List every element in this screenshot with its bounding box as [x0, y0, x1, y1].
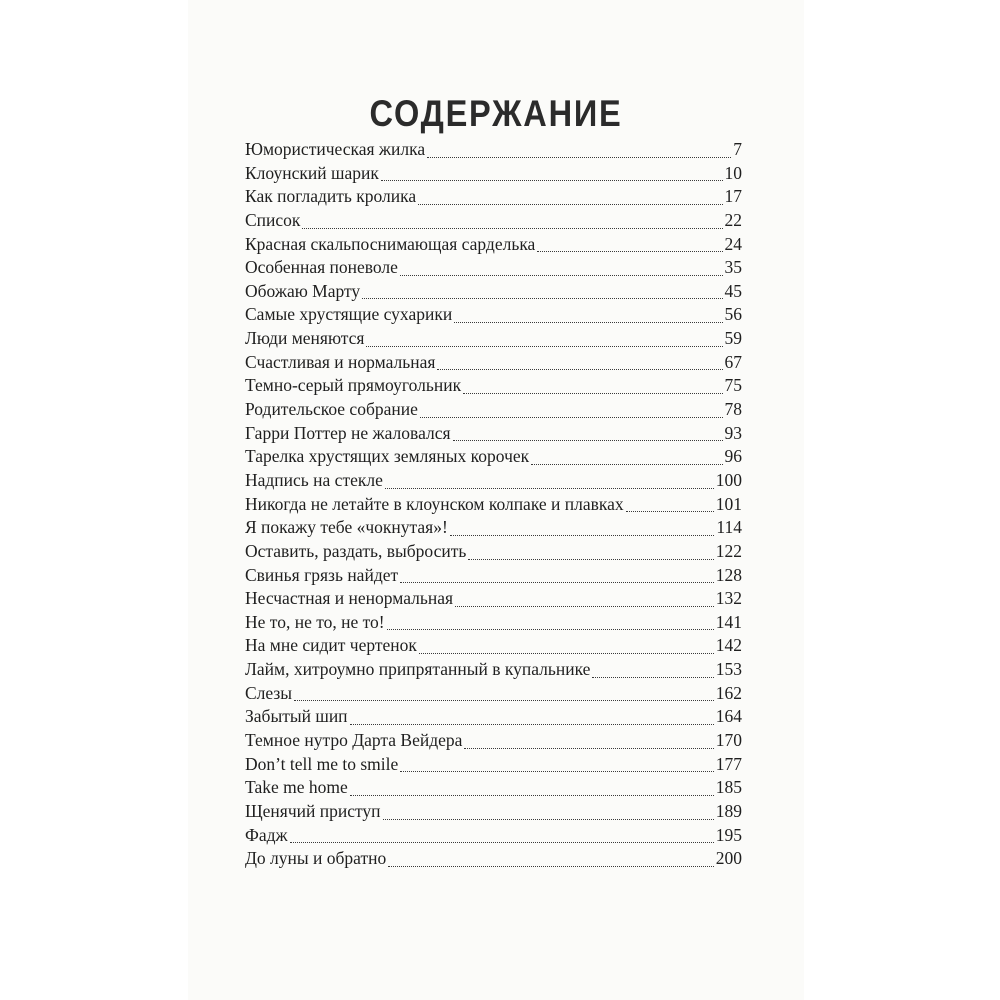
toc-entry-title: Счастливая и нормальная [245, 351, 436, 372]
toc-entry-title: Щенячий приступ [245, 800, 381, 821]
toc-entry-title: Take me home [245, 777, 348, 798]
toc-entry-title: Юмористическая жилка [245, 139, 426, 159]
toc-entry-title: Никогда не летайте в клоунском колпаке и плавках [245, 493, 624, 514]
toc-entry-title: Самые хрустящие сухарики [245, 304, 453, 325]
toc-page-number: 75 [724, 375, 742, 396]
dot-leader [350, 723, 714, 725]
toc-page-number: 185 [715, 777, 742, 798]
toc-entry [245, 139, 742, 163]
toc-entry [245, 304, 742, 328]
toc-page-number: 142 [715, 635, 742, 656]
toc-page-number: 17 [724, 186, 742, 207]
toc-page-number: 56 [724, 304, 742, 325]
toc-entry [245, 352, 742, 376]
dot-leader [463, 392, 722, 394]
toc-page-number: 93 [724, 422, 742, 443]
dot-leader [626, 510, 714, 512]
toc-entry [245, 375, 742, 399]
toc-page-number: 177 [715, 753, 742, 774]
toc-entry-title: Гарри Поттер не жаловался [245, 422, 451, 443]
dot-leader [383, 818, 714, 820]
toc-page-number: 22 [724, 209, 742, 230]
toc-entry [245, 423, 742, 447]
dot-leader [420, 416, 723, 418]
toc-entry [245, 494, 742, 518]
dot-leader [387, 628, 714, 630]
toc-entry-title: Список [245, 209, 301, 230]
toc-entry [245, 517, 742, 541]
dot-leader [592, 676, 713, 678]
toc-page-number: 189 [715, 800, 742, 821]
dot-leader [419, 652, 714, 654]
toc-entry-title: Не то, не то, не то! [245, 611, 385, 632]
toc-page-number: 10 [724, 162, 742, 183]
toc-entry [245, 777, 742, 801]
toc-entry-title: Забытый шип [245, 706, 348, 727]
toc-entry [245, 281, 742, 305]
toc-entry [245, 635, 742, 659]
dot-leader [302, 227, 722, 229]
toc-page-number: 122 [715, 540, 742, 561]
toc-page-number: 59 [724, 328, 742, 349]
toc-page-number: 35 [724, 257, 742, 278]
toc-entry [245, 470, 742, 494]
dot-leader [366, 345, 722, 347]
toc-entry-title: Лайм, хитроумно припрятанный в купальнике [245, 659, 591, 680]
toc-entry-title: Don’t tell me to smile [245, 753, 399, 774]
toc-entry [245, 446, 742, 470]
toc-entry [245, 328, 742, 352]
toc-entry [245, 588, 742, 612]
dot-leader [418, 203, 722, 205]
dot-leader [464, 747, 713, 749]
dot-leader [453, 439, 723, 441]
toc-entry-title: Клоунский шарик [245, 162, 379, 183]
dot-leader [388, 865, 713, 867]
toc-entry-title: Темно-серый прямоугольник [245, 375, 462, 396]
toc-page-number: 170 [715, 730, 742, 751]
toc-entry [245, 234, 742, 258]
toc-entry-title: Свинья грязь найдет [245, 564, 399, 585]
dot-leader [350, 794, 714, 796]
toc-entry [245, 257, 742, 281]
toc-entry-title: Оставить, раздать, выбросить [245, 540, 467, 561]
dot-leader [400, 274, 723, 276]
table-of-contents [245, 139, 742, 872]
toc-entry [245, 399, 742, 423]
toc-page-number: 114 [716, 517, 742, 538]
toc-entry-title: Люди меняются [245, 328, 365, 349]
dot-leader [400, 581, 714, 583]
toc-page-number: 132 [715, 588, 742, 609]
toc-page-number: 24 [724, 233, 742, 254]
toc-entry-title: Я покажу тебе «чокнутая»! [245, 517, 448, 538]
toc-page-number: 96 [724, 446, 742, 467]
toc-page-number: 101 [715, 493, 742, 514]
toc-page-number: 7 [733, 139, 742, 159]
toc-entry-title: Несчастная и ненормальная [245, 588, 454, 609]
dot-leader [537, 250, 722, 252]
dot-leader [437, 368, 722, 370]
toc-entry [245, 163, 742, 187]
toc-page-number: 162 [715, 682, 742, 703]
toc-page-number: 100 [715, 469, 742, 490]
dot-leader [294, 699, 714, 701]
dot-leader [531, 463, 722, 465]
toc-entry-title: Как погладить кролика [245, 186, 417, 207]
dot-leader [385, 487, 714, 489]
toc-entry-title: Красная скальпоснимающая сарделька [245, 233, 536, 254]
toc-entry [245, 825, 742, 849]
toc-entry-title: Фадж [245, 824, 288, 845]
toc-entry-title: Обожаю Марту [245, 280, 361, 301]
toc-page-number: 195 [715, 824, 742, 845]
toc-heading: СОДЕРЖАНИЕ [369, 92, 623, 134]
toc-entry [245, 541, 742, 565]
toc-entry [245, 848, 742, 872]
toc-entry-title: Тарелка хрустящих земляных корочек [245, 446, 530, 467]
toc-page-number: 45 [724, 280, 742, 301]
dot-leader [400, 770, 713, 772]
toc-entry [245, 612, 742, 636]
dot-leader [454, 321, 722, 323]
toc-entry-title: Надпись на стекле [245, 469, 383, 490]
toc-entry-title: Особенная поневоле [245, 257, 398, 278]
toc-entry [245, 659, 742, 683]
dot-leader [455, 605, 714, 607]
dot-leader [468, 558, 713, 560]
toc-page-number: 141 [715, 611, 742, 632]
toc-entry [245, 565, 742, 589]
toc-entry [245, 754, 742, 778]
toc-page-number: 128 [715, 564, 742, 585]
toc-entry [245, 706, 742, 730]
dot-leader [427, 156, 731, 158]
toc-entry [245, 730, 742, 754]
toc-entry [245, 801, 742, 825]
toc-entry-title: До луны и обратно [245, 848, 387, 869]
toc-page-number: 67 [724, 351, 742, 372]
toc-page-number: 200 [715, 848, 742, 869]
dot-leader [290, 841, 714, 843]
dot-leader [362, 297, 722, 299]
toc-entry-title: Темное нутро Дарта Вейдера [245, 730, 463, 751]
toc-entry [245, 186, 742, 210]
toc-page-number: 153 [715, 659, 742, 680]
dot-leader [381, 179, 723, 181]
toc-page-number: 164 [715, 706, 742, 727]
toc-entry-title: Родительское собрание [245, 399, 418, 420]
toc-entry [245, 683, 742, 707]
toc-entry [245, 210, 742, 234]
toc-entry-title: Слезы [245, 682, 293, 703]
toc-page-number: 78 [724, 399, 742, 420]
dot-leader [450, 534, 715, 536]
toc-entry-title: На мне сидит чертенок [245, 635, 417, 656]
